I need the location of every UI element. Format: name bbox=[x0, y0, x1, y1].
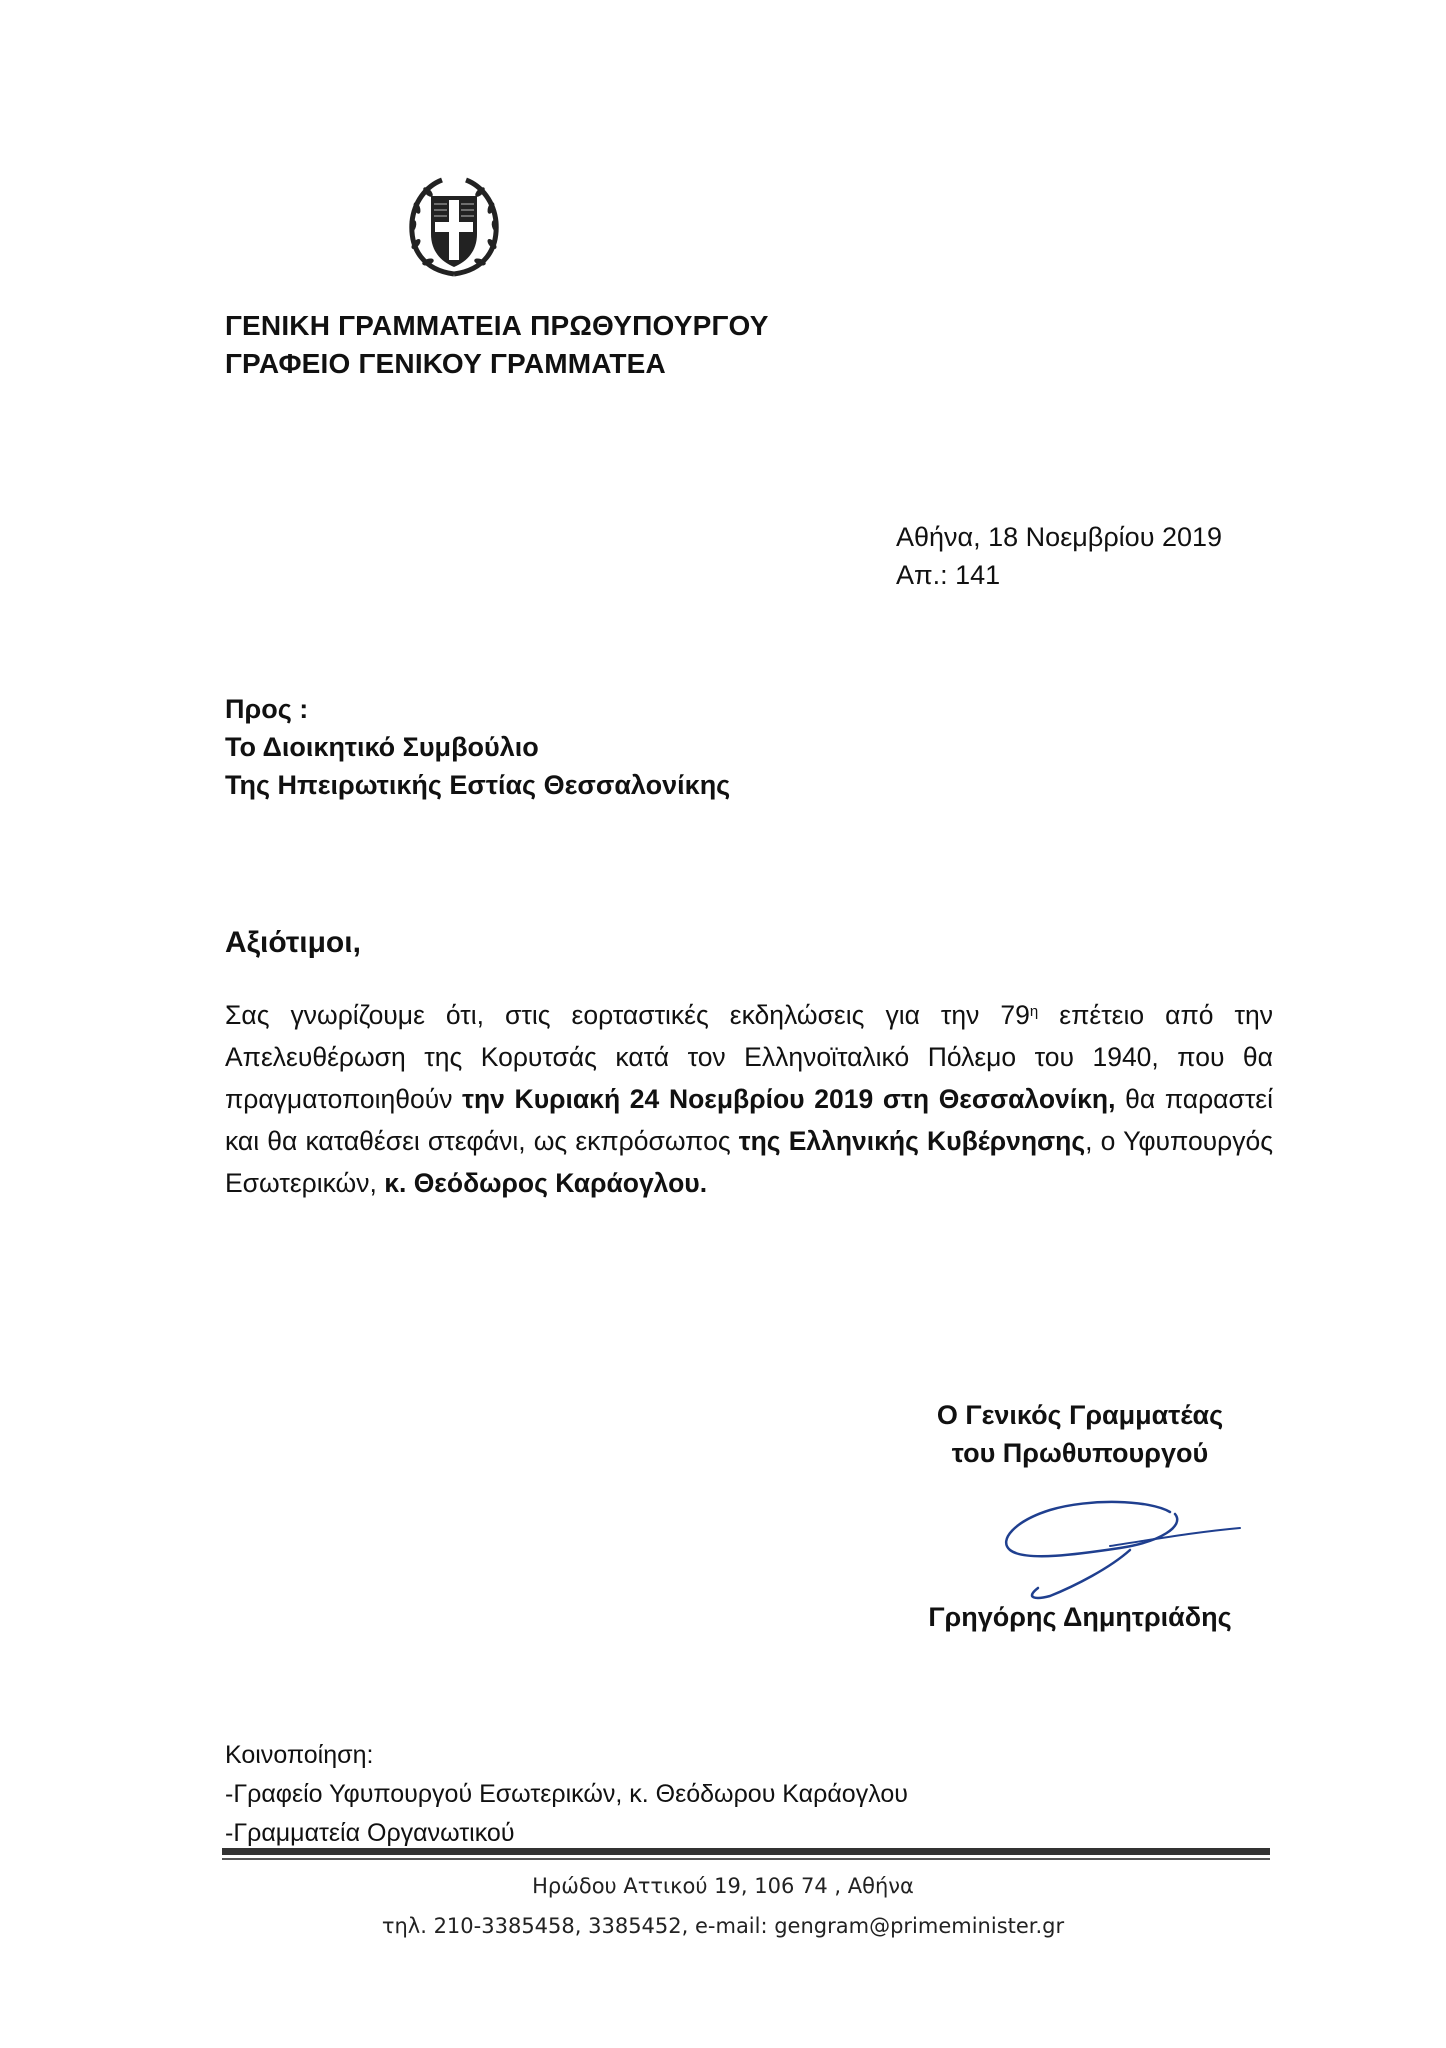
cc-label: Κοινοποίηση: bbox=[225, 1741, 374, 1769]
salutation: Αξιότιμοι, bbox=[225, 926, 361, 959]
signatory-title bbox=[880, 1396, 1280, 1472]
footer-divider-thin bbox=[222, 1858, 1270, 1860]
letter-date: Αθήνα, 18 Νοεμβρίου 2019 bbox=[896, 522, 1223, 552]
signatory-title-line2: του Πρωθυπουργού bbox=[951, 1438, 1209, 1468]
recipient-label: Προς : bbox=[225, 694, 309, 724]
cc-block bbox=[225, 1736, 908, 1853]
cc-item-1: -Γραφείο Υφυπουργού Εσωτερικών, κ. Θεόδωρου Καράογλου bbox=[225, 1780, 908, 1808]
body-superscript: η bbox=[1029, 1003, 1039, 1020]
footer-address: Ηρώδου Αττικού 19, 106 74 , Αθήνα bbox=[532, 1874, 914, 1898]
greek-coat-of-arms-icon bbox=[404, 174, 504, 280]
body-text-2: επέτειο από την Απελευθέρωση της Κορυτσάς κατά τον Ελληνοϊταλικό Πόλεμο του 1940, που θα πραγματοποιηθούν bbox=[225, 1000, 1273, 1114]
body-bold-government: της Ελληνικής Κυβέρνησης bbox=[738, 1126, 1086, 1156]
signatory-title-line1: Ο Γενικός Γραμματέας bbox=[936, 1400, 1224, 1430]
footer bbox=[0, 1866, 1446, 1946]
letter-body bbox=[225, 994, 1273, 1204]
recipient-line1: Το Διοικητικό Συμβούλιο bbox=[225, 732, 539, 762]
recipient-block bbox=[225, 690, 730, 804]
body-bold-minister: κ. Θεόδωρος Καράογλου. bbox=[384, 1168, 708, 1198]
body-bold-date: την Κυριακή 24 Νοεμβρίου 2019 στη Θεσσαλονίκη, bbox=[462, 1084, 1116, 1114]
header-organization: ΓΕΝΙΚΗ ΓΡΑΜΜΑΤΕΙΑ ΠΡΩΘΥΠΟΥΡΓΟΥ bbox=[225, 310, 769, 341]
body-text-3: θα παραστεί και θα καταθέσει στεφάνι, ως εκπρόσωπος bbox=[225, 1084, 1274, 1156]
footer-divider bbox=[222, 1848, 1270, 1855]
body-text-4: , ο Υφυπουργός Εσωτερικών, bbox=[225, 1126, 1274, 1198]
date-block bbox=[896, 518, 1222, 594]
footer-contact: τηλ. 210-3385458, 3385452, e-mail: gengram@primeminister.gr bbox=[381, 1914, 1065, 1938]
cc-item-2: -Γραμματεία Οργανωτικού bbox=[225, 1819, 515, 1847]
signatory-name: Γρηγόρης Δημητριάδης bbox=[928, 1602, 1232, 1632]
body-text-1: Σας γνωρίζουμε ότι, στις εορταστικές εκδηλώσεις για την 79 bbox=[225, 1000, 1030, 1030]
header-office: ΓΡΑΦΕΙΟ ΓΕΝΙΚΟΥ ΓΡΑΜΜΑΤΕΑ bbox=[225, 348, 666, 379]
recipient-line2: Της Ηπειρωτικής Εστίας Θεσσαλονίκης bbox=[225, 770, 731, 800]
reference-number: Απ.: 141 bbox=[896, 560, 1001, 590]
handwritten-signature-icon bbox=[980, 1488, 1250, 1608]
